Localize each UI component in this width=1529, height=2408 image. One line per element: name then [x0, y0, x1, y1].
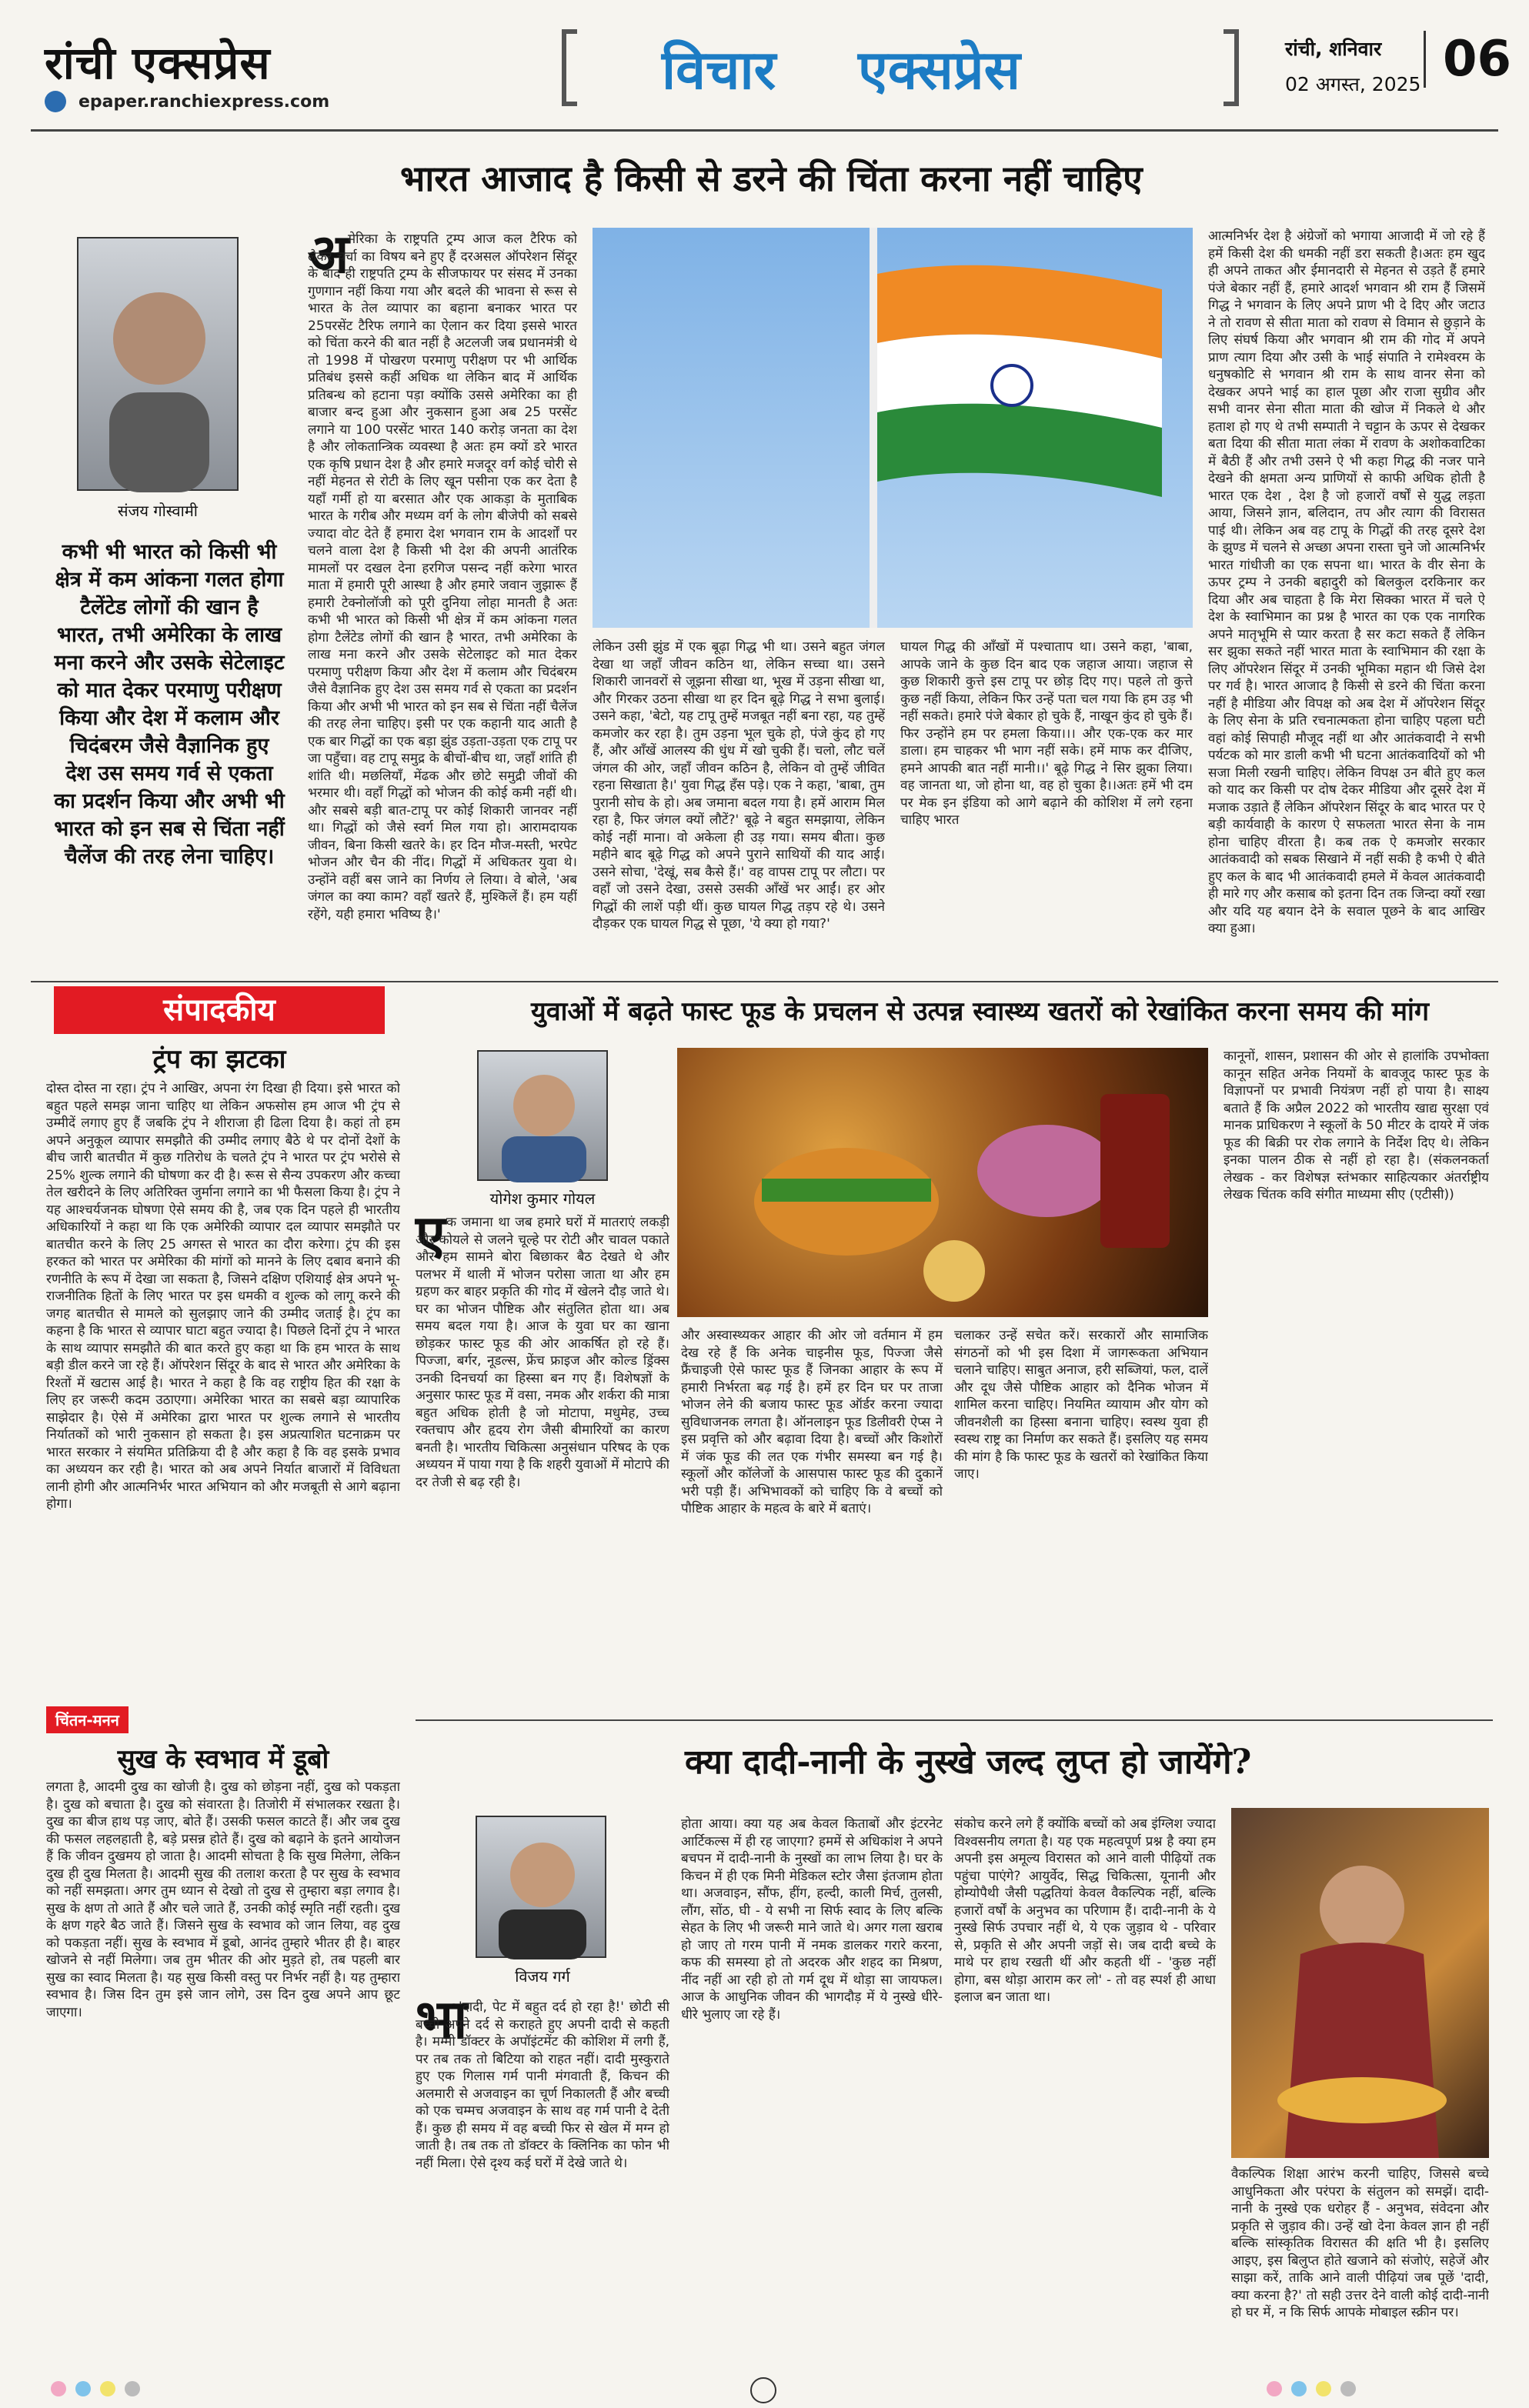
article2-author-photo: [477, 1050, 608, 1181]
article3-headline: क्या दादी-नानी के नुस्खे जल्द लुप्त हो जायेंगे?: [685, 1743, 1252, 1782]
fast-food-photo: [677, 1048, 1208, 1317]
article3-dropcap: भा: [416, 1987, 468, 2051]
article1-dropcap: अ: [308, 222, 349, 285]
editorial-title: ट्रंप का झटका: [152, 1044, 286, 1075]
hand-logo-icon: [45, 91, 66, 112]
article3-author-figure: [477, 1817, 608, 1959]
article2-col2: और अस्वास्थ्यकर आहार की ओर जो वर्तमान में हम देख रहे हैं कि अनेक चाइनीस फूड, पिज्जा जैसे फ्रैंचाइजी ऐसे फास्ट फूड हैं जिनका आहार के रूप में हमारी निर्भरता बढ़ गई है। हमें हर दिन घर पर ताजा भोजन लेने की बजाय फास्ट फूड ऑर्डर करना ज्यादा सुविधाजनक लगता है। ऑनलाइन फूड डिलीवरी ऐप्स ने इस प्रवृत्ति को और बढ़ावा दिया है। बच्चों और किशोरों में जंक फूड की लत एक गंभीर समस्या बन गई है। स्कूलों और कॉलेजों के आसपास फास्ट फूड की दुकानें भरी पड़ी हैं। अभिभावकों को चाहिए कि वे बच्चों को पौष्टिक आहार के महत्व के बारे में बताएं।: [681, 1328, 943, 1516]
article1-col4: आत्मनिर्भर देश है अंग्रेजों को भगाया आजादी में जो रहे हैं हमें किसी देश की धमकी नहीं डरा सकती है।अतः हम खुद ही अपने ताकत और ईमानदारी से मेहनत से उड़ते हैं हमारे पंजे बेकार नहीं हैं, हमारे आदर्श भगवान श्री राम हैं जिसमें गिद्ध ने भगवान के लिए अपने प्राण भी दे दिए और जटाउ ने तो रावण से सीता माता को रावण से विमान से छुड़ाने के लिए संघर्ष किया और भगवान श्री राम की गोद में अपने प्राण त्याग दिया और उसी के भाई संपाति ने रामेश्वरम के धनुषकोटि से भगवान श्री राम के साथ वानर सेना को देखकर अपने भाई का हाल पूछा और राजा सुग्रीव और सभी वानर सेना सीता माता की खोज में निकले थे और हताश हो गए थे तभी सम्पाती ने चट्टान के ऊपर से देखकर बता दिया की सीता माता लंका में रावण के अशोकवाटिका में बैठी हैं और तभी उसने ऐ भी कहा गिद्ध की नजर पाने देखने की क्षमता अन्य प्राणियों से काफी अधिक होती है भारत एक देश , देश है जो हजारों वर्षों से युद्ध लड़ता आया, जिसने ज्ञान, बलिदान, तप और त्याग की विरासत पाई थी। लेकिन अब वह टापू के गिद्धों की तरह दूसरे देश के झुण्ड में चलने से अच्छा अपना रास्ता चुने जो आत्मनिर्भर भारत गांधीजी का एक सपना था। भारत के वीर सेना के ऊपर ट्रम्प ने उनकी बहादुरी को बिलकुल दरकिनार कर दिया और अब चाहता है कि मेरा सिक्का भारत में चले ऐ देश के स्वाभिमान का प्रश्न है भारत का एक एक नागरिक अपने मातृभूमि से प्यार करता है सर कटा सकते हैं लेकिन सर झुका सकते नहीं भारत माता के स्वाभिमान की रक्षा के लिए ऑपरेशन सिंदूर में उनकी भूमिका महान थी जिसे देश पर गर्व है। भारत आजाद है किसी से डरने की चिंता करना नहीं है मीडिया और विपक्ष को अब देश में ऑपरेशन सिंदूर के लिए सेना के प्रति रचनात्मकता होना चाहिए पहला घटी वहां कोई सिपाही मौजूद नहीं था और आतंकवादी ने सभी पर्यटक को मार डाली कभी भी घटना आतंकवादियों को भी सजा मिली रखनी चाहिए। लेकिन विपक्ष उन बीते हुए कल को याद कर किसी पर दोष देकर मीडिया और दूसरे देश में मजाक उड़ाते हैं लेकिन ऑपरेशन सिंदूर के बाद भारत पर ऐ बड़ी कार्यवाही के कारण ऐ सफलता भारत सेना के नाम होना चाहिए वीरता है। कब तक ऐ कमजोर सरकार आतंकवादी को सबक सिखाने में नहीं सकी है कभी ऐ बीते हुए कल के बाद भी आतंकवादी हमले में केवल आतंकवादी ही मारे गए और कसाब को इतना दिन तक जिन्दा क्यों रखा और यदि यह बयान देने के सवाल पूछने के बाद आखिर क्या हुआ।: [1208, 228, 1485, 936]
epaper-url[interactable]: epaper.ranchiexpress.com: [78, 92, 330, 112]
article3-col1: 'दादी, पेट में बहुत दर्द हो रहा है!' छोटी सी बच्ची अपने दर्द से कराहते हुए अपनी दादी से कहती है। मम्मी डॉक्टर के अपॉइंटमेंट की कोशिश में लगी हैं, पर तब तक तो बिटिया को राहत नहीं। दादी मुस्कुराते हुए एक गिलास गर्म पानी मंगवाती हैं, किचन की अलमारी से अजवाइन का चूर्ण निकालती हैं और बच्ची को एक चम्मच अजवाइन के साथ वह गर्म पानी दे देती हैं। कुछ ही समय में वह बच्ची फिर से खेल में मग्न हो जाती है। तब तक तो डॉक्टर के क्लिनिक का फोन भी नहीं मिला। ऐसे दृश्य कई घरों में देखे जाते थे।: [416, 1999, 669, 2171]
section-title-part2: एक्सप्रेस: [858, 38, 1020, 102]
article3-author: विजय गर्ग: [515, 1967, 570, 1986]
color-registration-dots-left: [46, 2381, 145, 2400]
indian-flag-illustration: [593, 228, 1193, 628]
article1-headline: भारत आजाद है किसी से डरने की चिंता करना नहीं चाहिए: [400, 158, 1143, 199]
fast-food-illustration: [677, 1048, 1208, 1317]
chintan-label: चिंतन-मनन: [46, 1706, 129, 1733]
article1-col1: मेरिका के राष्ट्रपति ट्रम्प आज कल टैरिफ को लेकर चर्चा का विषय बने हुए हैं दरअसल ऑपरेशन सिंदूर के बाद ही राष्ट्रपति ट्रम्प के सीजफायर पर संसद में उनका गुणगान नहीं किया गया और बदले की भावना से रूस से भारत के तेल व्यापार का बहाना बनाकर भारत पर 25परसेंट टैरिफ लगाने का ऐलान कर दिया इससे भारत को चिंता करने की बात नहीं है अटलजी जब प्रधानमंत्री थे तो 1998 में पोखरण परमाणु परीक्षण पर भी आर्थिक प्रतिबंध इससे कहीं अधिक था लेकिन बाद में आर्थिक प्रतिबन्ध को हटाना पड़ा क्योंकि उससे अमेरिका का ही बाजार बन्द हुआ और नुकसान हुआ अब 25 परसेंट लगाने या 100 परसेंट भारत 140 करोड़ जनता का देश है और लोकतान्त्रिक व्यवस्था है अतः हम क्यों डरे भारत एक कृषि प्रधान देश है और हमारे मजदूर वर्ग कोई चोरी से नहीं मेहनत से रोटी के लिए खून पसीना एक कर देता है यहाँ गर्मी हो या बरसात और एक आकड़ा के मुताबिक भारत के गरीब और मध्यम वर्ग के लोग बीजेपी को सबसे ज्यादा वोट देते हैं हमारा देश भगवान राम के आदर्शों पर चलने वाला देश है किसी भी देश की अपनी आतंरिक मामलों पर दखल देना हरगिज पसन्द नहीं करेगा भारत माता में हमारी पूरी आस्था है और हमारे जवान जुझारू हैं हमारी टेक्नोलॉजी को पूरी दुनिया लोहा मानती है अतः कभी भी भारत को किसी भी क्षेत्र में कम आंकना गलत होगा टैलेंटेड लोगों की खान है भारत, तभी अमेरिका के लाख मना करने और उसके सेटेलाइट को मात देकर परमाणु परीक्षण किया और देश में कलाम और चिदंबरम जैसे वैज्ञानिक हुए देश उस समय गर्व से एकता का प्रदर्शन किया और अभी भी भारत को इन सब से चिंता नहीं चैलेंज की तरह लेना चाहिए। इसी पर एक कहानी याद आती है एक बार गिद्धों का एक बड़ा झुंड उड़ता-उड़ता एक टापू पर जा पहुँचा। वह टापू समुद्र के बीचों-बीच था, जहाँ शांति ही शांति थी। मछलियाँ, मेंढक और छोटे समुद्री जीवों की भरमार थी। वहाँ गिद्धों को भोजन की कोई कमी नहीं थी। और सबसे बड़ी बात-टापू पर कोई शिकारी जानवर नहीं था। गिद्धों को जैसे स्वर्ग मिल गया हो। आरामदायक जीवन, बिना किसी खतरे के। हर दिन मौज-मस्ती, भरपेट भोजन और चैन की नींद। गिद्धों में अधिकतर युवा थे। उन्होंने वहीं बस जाने का निर्णय ले लिया। वे बोले, 'अब जंगल का क्या काम? वहाँ खतरे हैं, मुश्किलें हैं। हम यहीं रहेंगे, यही हमारा भविष्य है।': [308, 232, 577, 922]
article3-col4: वैकल्पिक शिक्षा आरंभ करनी चाहिए, जिससे बच्चे आधुनिकता और परंपरा के संतुलन को समझें। दादी-नानी के नुस्खे एक धरोहर हैं - अनुभव, संवेदना और प्रकृति से जुड़ाव की। उन्हें खो देना केवल ज्ञान ही नहीं बल्कि सांस्कृतिक विरासत की क्षति भी है। इसलिए आइए, इस बिलुप्त होते खजाने को संजोएं, सहेजें और साझा करें, ताकि आने वाली पीढ़ियां जब पूछें 'दादी, क्या करना है?' तो सही उत्तर देने वाली कोई दादी-नानी हो घर में, न कि सिर्फ आपके मोबाइल स्क्रीन पर।: [1231, 2166, 1489, 2320]
article2-col3: चलाकर उन्हें सचेत करें। सरकारों और सामाजिक संगठनों को भी इस दिशा में जागरूकता अभियान चलाने चाहिए। साबुत अनाज, हरी सब्जियां, फल, दालें और दूध जैसे पौष्टिक आहार को दैनिक भोजन में शामिल करना चाहिए। नियमित व्यायाम और योग को जीवनशैली का हिस्सा बनाना चाहिए। स्वस्थ युवा ही स्वस्थ राष्ट्र का निर्माण कर सकते हैं। इसलिए यह समय की मांग है कि फास्ट फूड के खतरों को रेखांकित किया जाए।: [954, 1328, 1208, 1482]
dateline-date: 02 अगस्त, 2025: [1285, 73, 1421, 95]
article1-col2: लेकिन उसी झुंड में एक बूढ़ा गिद्ध भी था। उसने बहुत जंगल देखा था जहाँ जीवन कठिन था, लेकिन सच्चा था। उसने शिकारी जानवरों से जूझना सीखा था, भूख में उड़ना सीखा था, और गिरकर उठना सीखा था हर दिन बूढ़े गिद्ध ने सभा बुलाई। उसने कहा, 'बेटो, यह टापू तुम्हें मजबूत नहीं बना रहा, यह तुम्हें कमजोर कर रहा है। तुम उड़ना भूल चुके हो, पंजे कुंद हो गए हैं, और आँखें आलस्य की धुंध में खो चुकी हैं। चलो, लौट चलें जंगल की ओर, जहाँ जीवन कठिन है, लेकिन वो तुम्हें जीवित रहना सिखाता है।' युवा गिद्ध हँस पड़े। एक ने कहा, 'बाबा, तुम पुरानी सोच के हो। अब जमाना बदल गया है। हमें आराम मिल रहा है, फिर जंगल क्यों लौटें?' बूढ़े ने बहुत समझाया, लेकिन कोई नहीं माना। वो अकेला ही उड़ गया। समय बीता। कुछ महीने बाद बूढ़े गिद्ध को अपने पुराने साथियों की याद आई। उसने सोचा, 'देखूं, सब कैसे हैं।' वह वापस टापू पर लौटा। पर वहाँ जो उसने देखा, उससे उसकी आँखें भर आईं। हर ओर गिद्धों की लाशें पड़ी थीं। कुछ घायल गिद्ध तड़प रहे थे। उसने दौड़कर एक घायल गिद्ध से पूछा, 'ये क्या हो गया?': [593, 639, 885, 932]
chintan-title: सुख के स्वभाव में डूबो: [117, 1744, 329, 1775]
article2-col4: कानूनों, शासन, प्रशासन की ओर से हालांकि उपभोक्ता कानून सहित अनेक नियमों के बावजूद फास्ट फूड के विज्ञापनों पर प्रभावी नियंत्रण नहीं हो पाया है। साक्ष्य बताते हैं कि अप्रैल 2022 को भारतीय खाद्य सुरक्षा एवं मानक प्राधिकरण ने स्कूलों के 50 मीटर के दायरे में जंक फूड की बिक्री पर रोक लगाने के निर्देश दिए थे। लेकिन इनका पालन ठीक से नहीं हो रहा है। (संकलनकर्ता लेखक - कर विशेषज्ञ स्तंभकार साहित्यकार अंतर्राष्ट्रीय लेखक चिंतक कवि संगीत माध्यमा सीए (एटीसी)): [1224, 1049, 1489, 1202]
editorial-label: संपादकीय: [54, 986, 385, 1034]
article2-col1: क जमाना था जब हमारे घरों में मातराएं लकड़ी और कोयले से जलने चूल्हे पर रोटी और चावल पकाते और हम सामने बोरा बिछाकर बैठ देखते थे और पलभर में थाली में भोजन परोसा जाता था और हम ग्रहण कर बाहर प्रकृति की गोद में खेलने दौड़ जाते थे। घर का भोजन पौष्टिक और संतुलित होता था। अब समय बदल गया है। आज के युवा घर का खाना छोड़कर फास्ट फूड की ओर आकर्षित हो रहे हैं। पिज्जा, बर्गर, नूडल्स, फ्रेंच फ्राइज और कोल्ड ड्रिंक्स उनकी दिनचर्या का हिस्सा बन गए हैं। विशेषज्ञों के अनुसार फास्ट फूड में वसा, नमक और शर्करा की मात्रा बहुत अधिक होती है जो मोटापा, मधुमेह, उच्च रक्तचाप और हृदय रोग जैसी बीमारियों का कारण बनती है। भारतीय चिकित्सा अनुसंधान परिषद के एक अध्ययन में पाया गया है कि शहरी युवाओं में मोटापे की दर तेजी से बढ़ रही है।: [416, 1215, 669, 1490]
article1-col3: घायल गिद्ध की आँखों में पश्चाताप था। उसने कहा, 'बाबा, आपके जाने के कुछ दिन बाद एक जहाज आया। जहाज से कुछ शिकारी कुत्ते इस टापू पर छोड़ दिए गए। पहले तो कुत्ते कुछ नहीं किया, लेकिन फिर उन्हें पता चल गया कि हम उड़ भी नहीं सकते। हमारे पंजे बेकार हो चुके हैं, नाखून कुंद हो चुके हैं। फिर उन्होंने हम पर हमला किया।।। और एक-एक कर मार डाला। हम चाहकर भी भाग नहीं सके। हमें माफ कर दीजिए, हमने आपकी बात नहीं मानी।।' बूढ़े गिद्ध ने सिर झुका लिया। वह जानता था, जो होना था, वह हो चुका है।।अतः हमें भी दम पर मेक इन इंडिया को आगे बढ़ाने की कोशिश में लगे रहना चाहिए भारत: [900, 639, 1193, 828]
flag-photo: [593, 228, 1193, 628]
registration-mark-icon: [750, 2377, 776, 2403]
grandmother-illustration: [1231, 1808, 1489, 2158]
divider-2: [416, 1719, 1493, 1721]
article2-author-figure: [479, 1052, 609, 1182]
page-number: 06: [1424, 31, 1511, 88]
bracket-left: [562, 29, 577, 106]
newspaper-logo: रांची एक्सप्रेस: [45, 37, 271, 89]
article2-dropcap: ए: [416, 1202, 446, 1266]
section-title-part1: विचार: [662, 38, 776, 102]
article1-author: संजय गोस्वामी: [118, 502, 198, 520]
author-photo: [77, 237, 239, 491]
article2-author: योगेश कुमार गोयल: [489, 1189, 596, 1208]
editorial-body: दोस्त दोस्त ना रहा। ट्रंप ने आखिर, अपना रंग दिखा ही दिया। इसे भारत को बहुत पहले समझ जाना चाहिए था लेकिन अफसोस हम आज भी ट्रंप से उम्मीदें लगाए हुए हैं जबकि ट्रंप ने शीराजा ही ढिला दिया है। कहां तो हम अपने अनुकूल व्यापार समझौते की उम्मीद लगाए बैठे थे पर दोनों देशों के बीच जारी बातचीत में कुछ गतिरोध के चलते ट्रंप ने भारत पर ट्रंप भरोसे से 25% शुल्क लगाने की घोषणा कर दी है। रूस से सैन्य उपकरण और कच्चा तेल खरीदने के लिए अतिरिक्त जुर्माना लगाने का भी फैसला किया है। ट्रंप ने यह आश्चर्यजनक घोषणा ऐसे समय की है, जब एक दिन पहले ही भारतीय अधिकारियों ने कहा था कि एक अमेरिकी व्यापार दल व्यापार समझौते पर बातचीत करने के लिए 25 अगस्त से भारत का दौरा करेगा। ट्रंप की इस हरकत को भारत पर अमेरिका की मांगों को मानने के लिए दबाव बनाने की रणनीति के रूप में देखा जा सकता है, जिसने दक्षिण एशियाई क्षेत्र अपने भू-राजनीतिक हितों के लिए भारत पर इस धमकी व शुल्क को लागू करने की जगह बातचीत से मामले को सुलझाए जाने की उम्मीद जताई है। ट्रंप का कहना है कि भारत से व्यापार घाटा बहुत ज्यादा है। पिछले दिनों ट्रंप ने भारत के साथ व्यापार समझौते की बात करते हुए कहा था कि हम भारत के साथ बड़ी डील करने जा रहे हैं। ऑपरेशन सिंदूर के बाद से भारत और अमेरिका के रिश्तों में खटास आई है। भारत ने कहा है कि वह राष्ट्रीय हित की रक्षा के लिए हर जरूरी कदम उठाएगा। अमेरिका भारत का सबसे बड़ा व्यापारिक साझेदार है। ऐसे में अमेरिका द्वारा भारत पर शुल्क लगाने से भारतीय निर्यातकों को भारी नुकसान हो सकता है। इस अप्रत्याशित घटनाक्रम पर भारत सरकार ने संयमित प्रतिक्रिया दी है और कहा है कि वह इसके प्रभाव का अध्ययन कर रही है। भारत को अब अपने निर्यात बाजारों में विविधता लानी होगी और आत्मनिर्भर भारत अभियान को और मजबूती से आगे बढ़ाना होगा।: [46, 1081, 400, 1512]
article2-headline: युवाओं में बढ़ते फास्ट फूड के प्रचलन से उत्पन्न स्वास्थ्य खतरों को रेखांकित करना समय की मांग: [531, 996, 1429, 1027]
chintan-body: लगता है, आदमी दुख का खोजी है। दुख को छोड़ना नहीं, दुख को पकड़ता है। दुख को बचाता है। दुख को संवारता है। तिजोरी में संभालकर रखता है। दुख का बीज हाथ पड़ जाए, बोते हैं। उसकी फसल काटते हैं। और जब दुख की फसल लहलहाती है, बड़े प्रसन्न होते हैं। दुख को बढ़ाने के इतने आयोजन हैं कि जीवन दुखमय हो जाता है। आदमी सोचता है कि सुख मिलेगा, लेकिन दुख ही दुख मिलता है। आदमी सुख की तलाश करता है पर सुख के स्वभाव को नहीं समझता। अगर तुम ध्यान से देखो तो दुख से तुम्हारा बड़ा लगाव है। सुख के क्षण तो आते हैं और चले जाते हैं, उनकी कोई स्मृति नहीं रहती। दुख के क्षण गहरे बैठ जाते हैं। जिसने सुख के स्वभाव को जान लिया, वह दुख को पकड़ता नहीं। सुख के स्वभाव में डूबो, आनंद तुम्हारे भीतर ही है। बाहर खोजने से नहीं मिलेगा। जब तुम भीतर की ओर मुड़ते हो, तब पहली बार सुख का स्वाद मिलता है। यह सुख किसी वस्तु पर निर्भर नहीं है। यह तुम्हारा स्वभाव है। जिस दिन तुम इसे जान लोगे, उस दिन दुख अपने आप छूट जाएगा।: [46, 1779, 400, 2020]
article1-pull-quote: कभी भी भारत को किसी भी क्षेत्र में कम आंकना गलत होगा टैलेंटेड लोगों की खान है भारत, तभी अमेरिका के लाख मना करने और उसके सेटेलाइट को मात देकर परमाणु परीक्षण किया और देश में कलाम और चिदंबरम जैसे वैज्ञानिक हुए देश उस समय गर्व से एकता का प्रदर्शन किया और अभी भी भारत को इन सब से चिंता नहीं चैलेंज की तरह लेना चाहिए।: [54, 540, 285, 869]
grandmother-cooking-photo: [1231, 1808, 1489, 2158]
article3-col2: होता आया। क्या यह अब केवल किताबों और इंटरनेट आर्टिकल्स में ही रह जाएगा? हममें से अधिकांश ने अपने बचपन में दादी-नानी के नुस्खों का लाभ लिया है। घर के किचन में ही एक मिनी मेडिकल स्टोर जैसा इंतजाम होता था। अजवाइन, सौंफ, हींग, हल्दी, काली मिर्च, तुलसी, लौंग, सोंठ, घी - ये सभी ना सिर्फ स्वाद के लिए बल्कि सेहत के लिए भी जरूरी माने जाते थे। अगर गला खराब हो जाए तो गरम पानी में नमक डालकर गरारे करना, कफ की समस्या हो तो अदरक और शहद का मिश्रण, नींद नहीं आ रही हो तो गर्म दूध में थोड़ा सा जायफल। आज के आधुनिक जीवन की भागदौड़ में ये नुस्खे धीरे-धीरे भुलाए जा रहे हैं।: [681, 1816, 943, 2023]
article3-col3: संकोच करने लगे हैं क्योंकि बच्चों को अब इंग्लिश ज्यादा विश्वसनीय लगता है। यह एक महत्वपूर्ण प्रश्न है क्या हम अपनी इस अमूल्य विरासत को आने वाली पीढ़ियों तक पहुंचा पाएंगे? आयुर्वेद, सिद्ध चिकित्सा, यूनानी और होम्योपैथी जैसी पद्धतियां केवल वैकल्पिक नहीं, बल्कि हजारों वर्षों के अनुभव का परिणाम हैं। दादी-नानी के ये नुस्खे सिर्फ उपचार नहीं थे, ये एक जुड़ाव थे - परिवार से, प्रकृति से और अपनी जड़ों से। जब दादी बच्चे के माथे पर हाथ रखती थीं और कहती थीं - 'कुछ नहीं होगा, बस थोड़ा आराम कर लो' - तो वह स्पर्श ही आधा इलाज बन जाता था।: [954, 1816, 1216, 2005]
article3-author-photo: [476, 1816, 606, 1958]
author-photo-figure: [78, 238, 240, 492]
divider-1: [31, 981, 1498, 982]
color-registration-dots-right: [1262, 2381, 1360, 2400]
dateline-city-day: रांची, शनिवार: [1285, 38, 1382, 60]
bracket-right: [1224, 29, 1239, 106]
masthead-divider: [31, 129, 1498, 132]
